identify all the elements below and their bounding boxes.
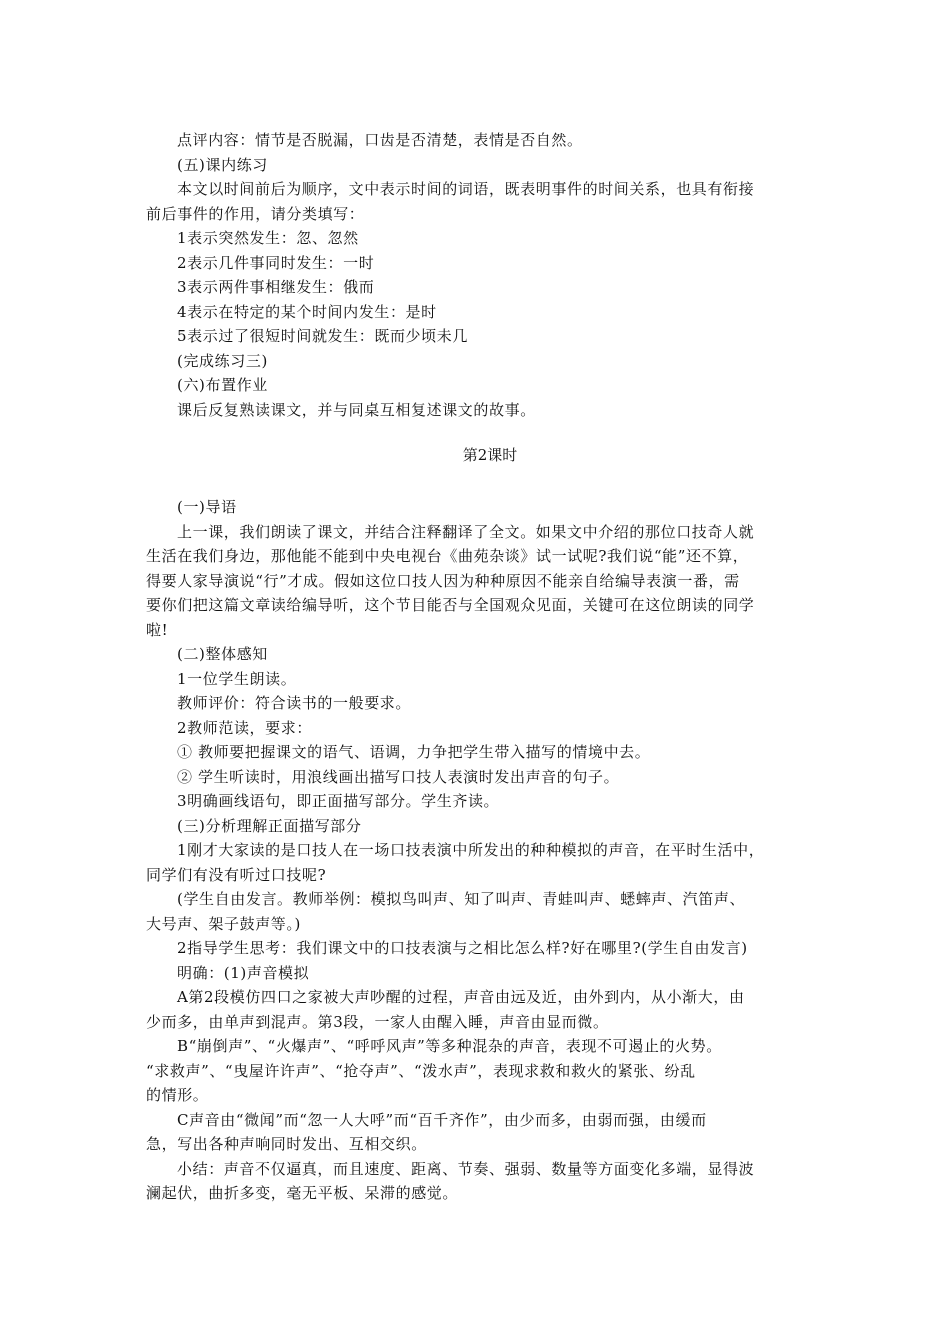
paragraph-line: B“崩倒声”、“火爆声”、“呼呼风声”等多种混杂的声音，表现不可遏止的火势。 [177,1037,722,1055]
document-body [146,128,816,1206]
list-item: 1表示突然发生：忽、忽然 [177,229,359,247]
heading-introduction: (一)导语 [177,498,237,516]
lesson-title: 第2课时 [462,446,518,464]
paragraph-line: 大号声、架子鼓声等。) [146,914,301,933]
paragraph-line: 澜起伏，曲折多变，毫无平板、呆滞的感觉。 [146,1184,459,1202]
heading-overall-perception: (二)整体感知 [177,645,268,663]
heading-homework: (六)布置作业 [177,376,268,394]
heading-analysis: (三)分析理解正面描写部分 [177,816,362,835]
list-item: 5表示过了很短时间就发生：既而少顷未几 [177,327,468,345]
paragraph-line: 的情形。 [146,1086,209,1104]
paragraph-line: 得要人家导演说“行”才成。假如这位口技人因为种种原因不能亲自给编导表演一番，需 [146,571,740,590]
comment-criteria: 点评内容：情节是否脱漏，口齿是否清楚，表情是否自然。 [177,131,583,149]
list-item: 3表示两件事相继发生：俄而 [177,278,375,296]
paragraph-line: 小结：声音不仅逼真，而且速度、距离、节奏、强弱、数量等方面变化多端，显得波 [177,1159,755,1178]
paragraph-line: 本文以时间前后为顺序，文中表示时间的词语，既表明事件的时间关系，也具有衔接 [177,180,755,198]
list-item: 2教师范读，要求： [177,718,312,737]
paragraph-line: (学生自由发言。教师举例：模拟鸟叫声、知了叫声、青蛙叫声、蟋蟀声、汽笛声、 [177,890,746,908]
paragraph-line: 要你们把这篇文章读给编导听，这个节目能否与全国观众见面，关键可在这位朗读的同学 [146,596,755,614]
paragraph-line: 急，写出各种声响同时发出、互相交织。 [146,1135,427,1153]
paragraph-line: A第2段模仿四口之家被大声吵醒的过程，声音由远及近，由外到内，从小渐大，由 [177,988,745,1006]
paragraph-line: 少而多，由单声到混声。第3段，一家人由醒入睡，声音由显而微。 [146,1012,609,1031]
paragraph-line: 课后反复熟读课文，并与同桌互相复述课文的故事。 [177,400,536,419]
paragraph-line: 2指导学生思考：我们课文中的口技表演与之相比怎么样?好在哪里?(学生自由发言) [177,939,748,957]
spacer [146,469,816,495]
paragraph-line: 明确：(1)声音模拟 [177,963,310,982]
paragraph-line: 上一课，我们朗读了课文，并结合注释翻译了全文。如果文中介绍的那位口技奇人就 [177,522,755,541]
list-item: ① 教师要把握课文的语气、语调，力争把学生带入描写的情境中去。 [177,743,651,761]
list-item: 3明确画线语句，即正面描写部分。学生齐读。 [177,792,500,810]
paragraph-line: 1刚才大家读的是口技人在一场口技表演中所发出的种种模拟的声音，在平时生活中， [177,841,765,859]
paragraph-line: 教师评价：符合读书的一般要求。 [177,694,412,712]
paragraph-line: “求救声”、“曳屋许许声”、“抢夺声”、“泼水声”，表现求救和救火的紧张、纷乱 [146,1061,696,1080]
paragraph-line: 前后事件的作用，请分类填写： [146,204,365,223]
paragraph-line: C声音由“微闻”而“忽一人大呼”而“百千齐作”，由少而多，由弱而强，由缓而 [177,1110,707,1129]
paragraph-line: 生活在我们身边，那他能不能到中央电视台《曲苑杂谈》试一试呢?我们说“能”还不算， [146,547,749,565]
spacer [146,422,816,441]
paragraph-line: (完成练习三) [177,351,268,370]
list-item: 1一位学生朗读。 [177,669,297,688]
list-item: ② 学生听读时，用浪线画出描写口技人表演时发出声音的句子。 [177,767,620,786]
list-item: 4表示在特定的某个时间内发生：是时 [177,302,437,321]
paragraph-line: 同学们有没有听过口技呢? [146,865,327,884]
heading-in-class-practice: (五)课内练习 [177,155,268,174]
paragraph-line: 啦! [146,620,169,639]
list-item: 2表示几件事同时发生：一时 [177,253,375,272]
